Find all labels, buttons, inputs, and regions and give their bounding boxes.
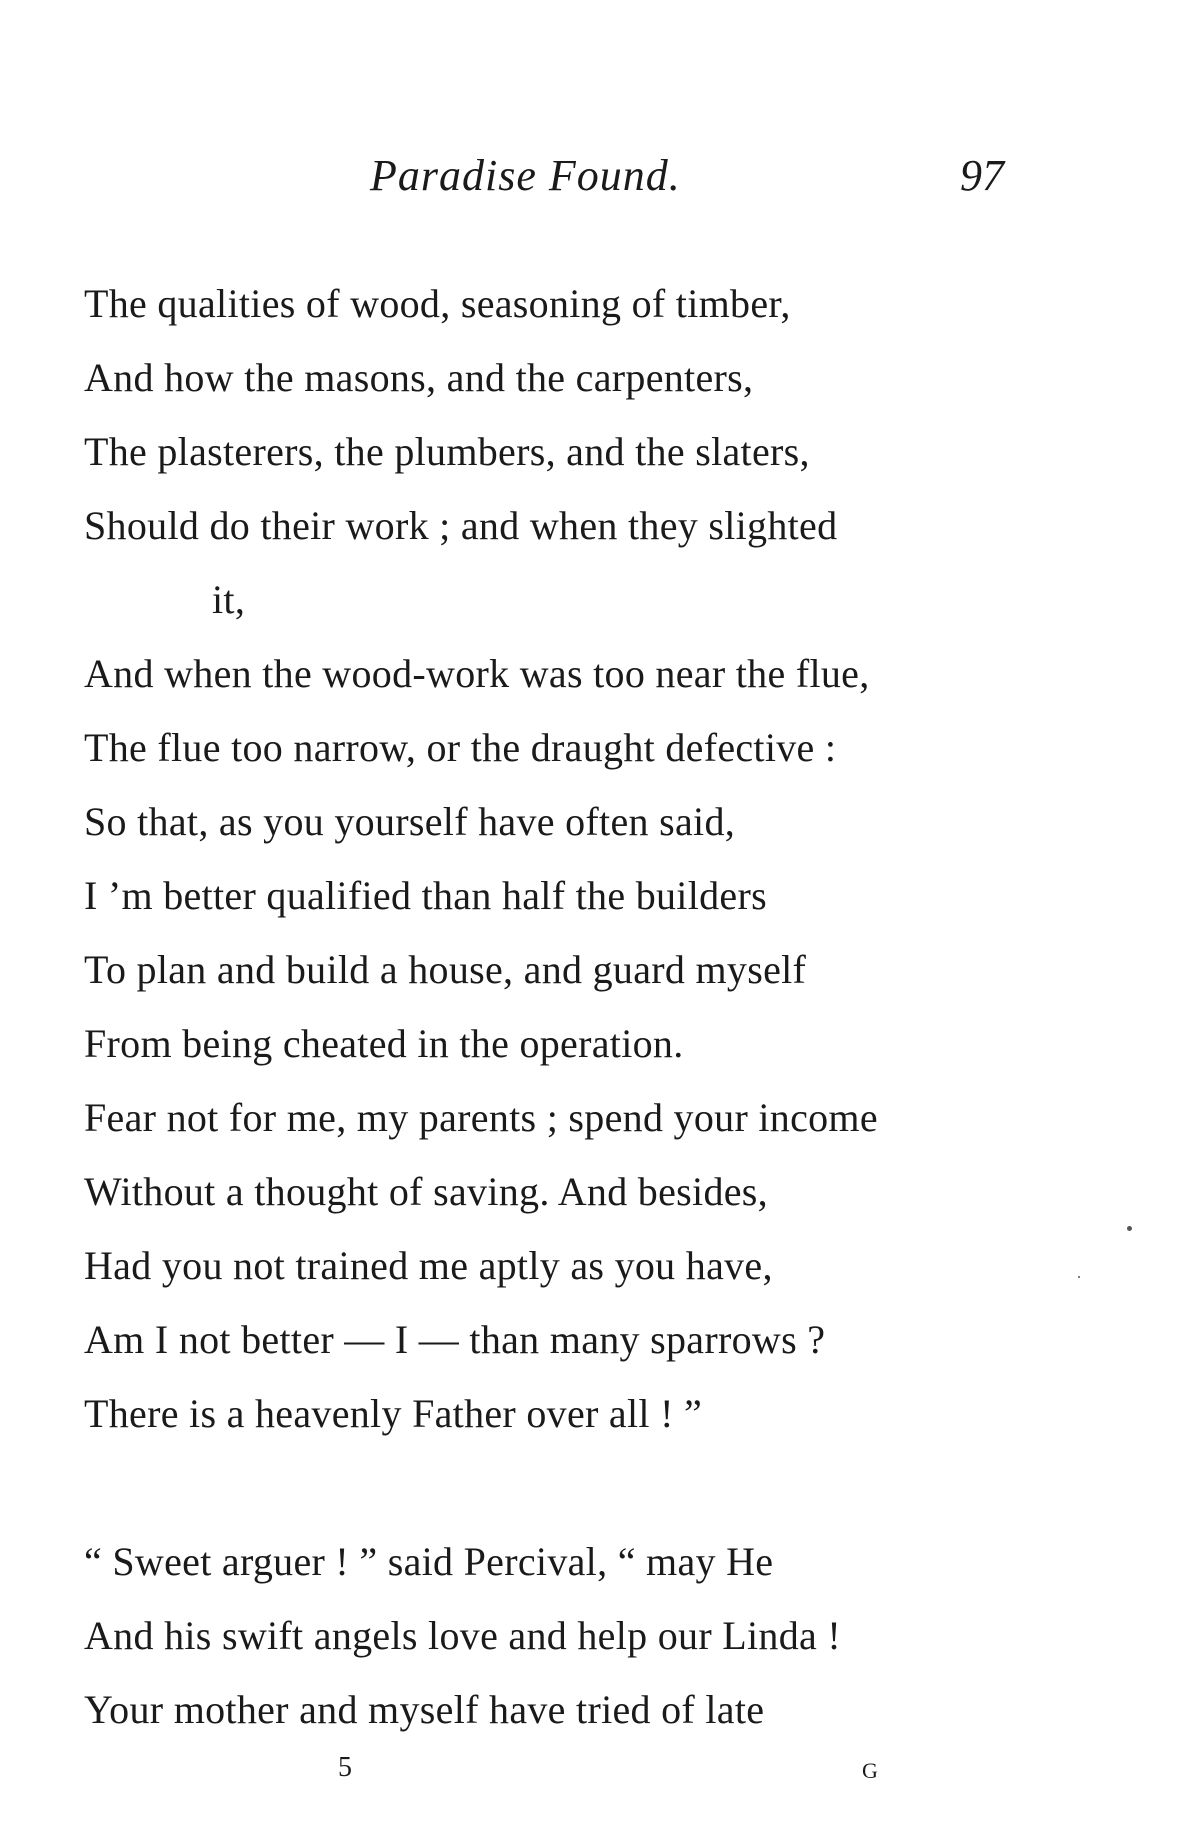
verse-line: And his swift angels love and help our Linda !: [84, 1613, 841, 1658]
stanza-break: [84, 1451, 1084, 1525]
print-speck: [1078, 1276, 1080, 1278]
verse-body: [84, 267, 1084, 1747]
signature-mark-letter: G: [862, 1758, 878, 1783]
verse-line: “ Sweet arguer ! ” said Percival, “ may He: [84, 1539, 774, 1584]
verse-line: To plan and build a house, and guard myself: [84, 947, 807, 992]
verse-line: There is a heavenly Father over all ! ”: [84, 1391, 703, 1436]
verse-line: Had you not trained me aptly as you have,: [84, 1243, 773, 1288]
verse-line: And when the wood-work was too near the flue,: [84, 651, 870, 696]
verse-line: Fear not for me, my parents ; spend your income: [84, 1095, 878, 1140]
verse-line: Am I not better — I — than many sparrows ?: [84, 1317, 826, 1362]
verse-line: And how the masons, and the carpenters,: [84, 355, 754, 400]
verse-line: The plasterers, the plumbers, and the slaters,: [84, 429, 810, 474]
verse-line: The flue too narrow, or the draught defective :: [84, 725, 837, 770]
print-speck: [1127, 1226, 1132, 1231]
verse-line: Without a thought of saving. And besides,: [84, 1169, 768, 1214]
verse-line: Should do their work ; and when they slighted: [84, 503, 838, 548]
verse-line: From being cheated in the operation.: [84, 1021, 684, 1066]
verse-line: So that, as you yourself have often said,: [84, 799, 736, 844]
page-number: 97: [960, 151, 1004, 200]
running-title: Paradise Found.: [370, 151, 681, 200]
verse-line: I ’m better qualified than half the builders: [84, 873, 767, 918]
verse-line-continuation: it,: [212, 577, 246, 622]
verse-line: Your mother and myself have tried of late: [84, 1687, 765, 1732]
verse-line: The qualities of wood, seasoning of timber,: [84, 281, 791, 326]
signature-mark-number: 5: [338, 1752, 352, 1783]
